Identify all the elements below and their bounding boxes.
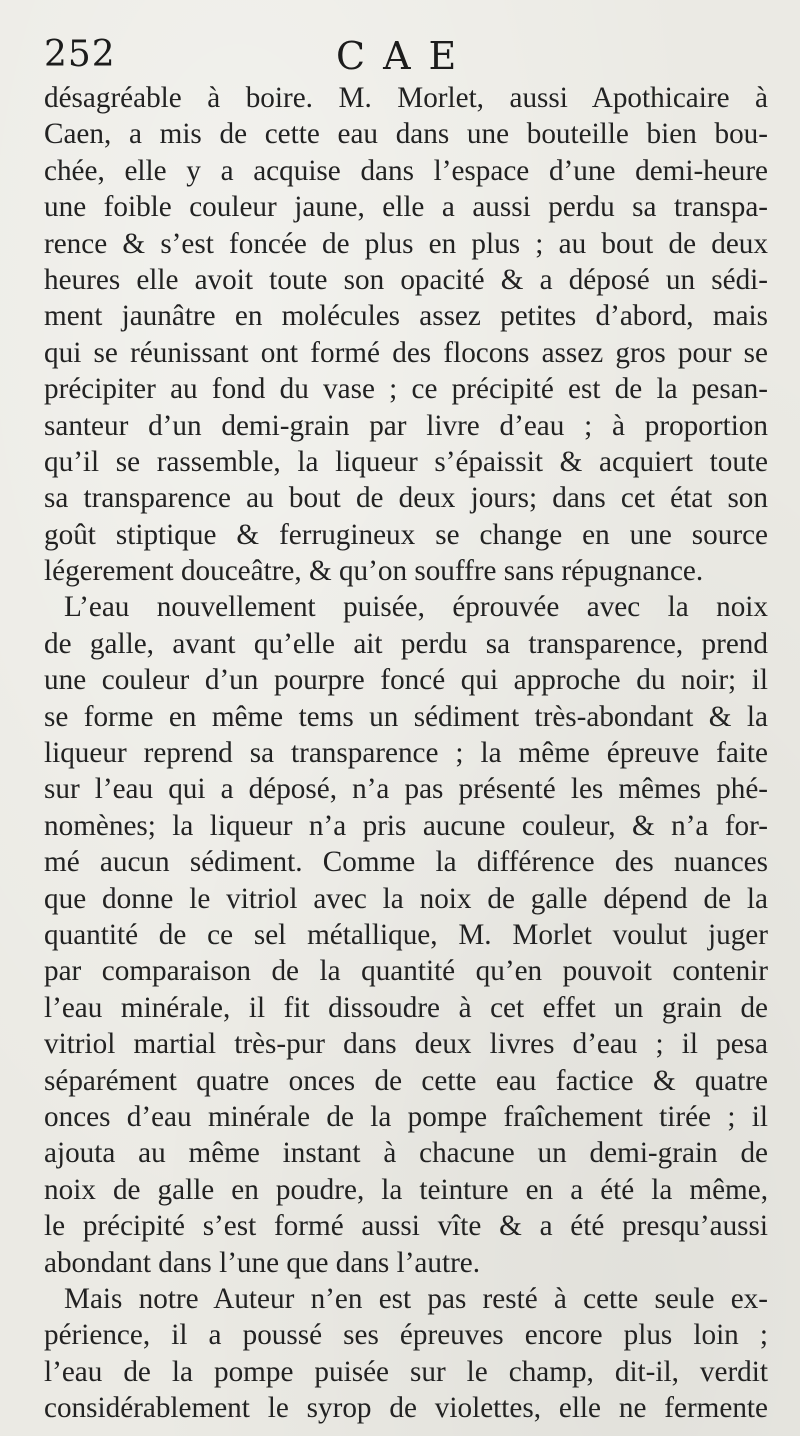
text-line: désagréable à boire. M. Morlet, aussi Apothicaire à xyxy=(44,82,768,114)
text-line: Mais notre Auteur n’en est pas resté à cette seule ex- xyxy=(64,1282,768,1315)
text-line: nomènes; la liqueur n’a pris aucune couleur, & n’a for- xyxy=(44,809,768,842)
text-line: noix de galle en poudre, la teinture en a été la même, xyxy=(44,1173,768,1206)
text-line: se forme en même tems un sédiment très-abondant & la xyxy=(44,700,768,733)
text-line: précipiter au fond du vase ; ce précipité est de la pesan- xyxy=(44,373,768,406)
text-line: L’eau nouvellement puisée, éprouvée avec la noix xyxy=(64,591,768,624)
text-line: mé aucun sédiment. Comme la différence des nuances xyxy=(44,846,768,879)
text-line: une foible couleur jaune, elle a aussi perdu sa transpa- xyxy=(44,191,768,224)
text-line: que donne le vitriol avec la noix de galle dépend de la xyxy=(44,882,768,915)
text-line: l’eau minérale, il fit dissoudre à cet effet un grain de xyxy=(44,991,768,1024)
text-line: périence, il a poussé ses épreuves encore plus loin ; xyxy=(44,1319,768,1352)
text-line: rence & s’est foncée de plus en plus ; au bout de deux xyxy=(44,227,768,260)
text-line: considérablement le syrop de violettes, elle ne fermente xyxy=(44,1392,768,1425)
running-head: CAE xyxy=(336,34,475,78)
text-line: sa transparence au bout de deux jours; dans cet état son xyxy=(44,482,768,515)
text-line: abondant dans l’une que dans l’autre. xyxy=(44,1246,481,1279)
text-line: vitriol martial très-pur dans deux livres d’eau ; il pesa xyxy=(44,1028,768,1061)
text-line: onces d’eau minérale de la pompe fraîchement tirée ; il xyxy=(44,1100,768,1133)
text-line: liqueur reprend sa transparence ; la même épreuve faite xyxy=(44,737,768,770)
text-line: l’eau de la pompe puisée sur le champ, dit-il, verdit xyxy=(44,1355,768,1388)
text-line: ajouta au même instant à chacune un demi-grain de xyxy=(44,1137,768,1170)
text-line: Caen, a mis de cette eau dans une bouteille bien bou- xyxy=(44,118,768,151)
text-line: qu’il se rassemble, la liqueur s’épaissit & acquiert toute xyxy=(44,445,768,478)
text-line: quantité de ce sel métallique, M. Morlet voulut juger xyxy=(44,918,768,951)
text-line: ment jaunâtre en molécules assez petites d’abord, mais xyxy=(44,300,768,333)
text-line: sur l’eau qui a déposé, n’a pas présenté les mêmes phé- xyxy=(44,773,768,806)
text-line: une couleur d’un pourpre foncé qui approche du noir; il xyxy=(44,664,768,697)
text-line: qui se réunissant ont formé des flocons assez gros pour se xyxy=(44,336,768,369)
page-header xyxy=(44,34,764,84)
page-number: 252 xyxy=(44,34,116,75)
text-line: heures elle avoit toute son opacité & a déposé un sédi- xyxy=(44,263,768,296)
text-line: goût stiptique & ferrugineux se change en une source xyxy=(44,518,768,551)
text-line: santeur d’un demi-grain par livre d’eau ; à proportion xyxy=(44,409,768,442)
body-text xyxy=(44,80,768,1426)
text-line: chée, elle y a acquise dans l’espace d’une demi-heure xyxy=(44,154,768,187)
text-line: de galle, avant qu’elle ait perdu sa transparence, prend xyxy=(44,627,768,660)
text-line: par comparaison de la quantité qu’en pouvoit contenir xyxy=(44,955,768,988)
text-line: le précipité s’est formé aussi vîte & a été presqu’aussi xyxy=(44,1210,768,1243)
text-line: légerement douceâtre, & qu’on souffre sans répugnance. xyxy=(44,555,704,588)
text-line: séparément quatre onces de cette eau factice & quatre xyxy=(44,1064,768,1097)
